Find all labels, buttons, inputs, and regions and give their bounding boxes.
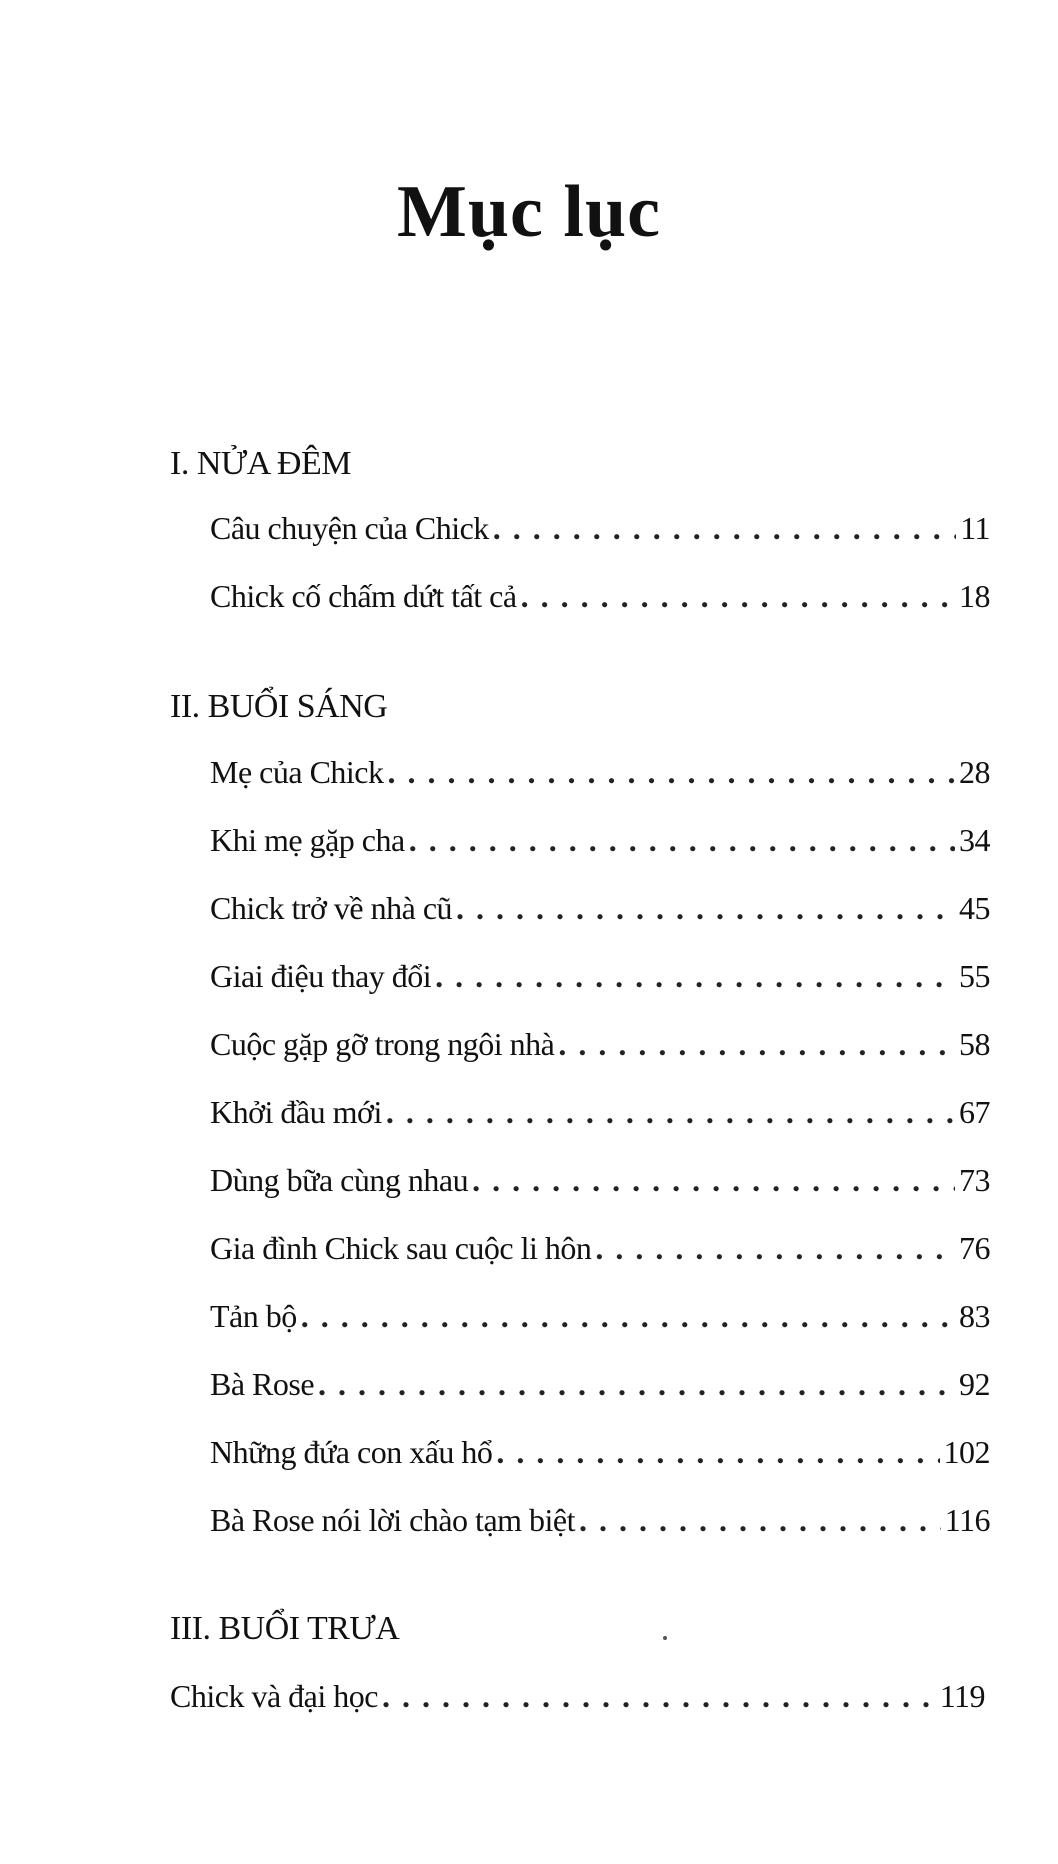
toc-entry-page: 102 [943, 1434, 990, 1470]
toc-entry-title: Chick trở về nhà cũ [210, 890, 453, 926]
toc-entry[interactable] [210, 1026, 990, 1063]
toc-entry-title: Cuộc gặp gỡ trong ngôi nhà [210, 1026, 555, 1062]
dot-leader [435, 958, 955, 995]
toc-entry-page: 73 [959, 1162, 990, 1198]
toc-entry-title: Mẹ của Chick [210, 754, 384, 790]
toc-entry-title: Chick cố chấm dứt tất cả [210, 578, 517, 614]
section-heading-3: III. BUỔI TRƯA [170, 1610, 400, 1647]
toc-entry-page: 83 [959, 1298, 990, 1334]
toc-entry[interactable] [210, 1366, 990, 1403]
toc-entry-page: 67 [959, 1094, 990, 1130]
toc-entry[interactable] [210, 1434, 990, 1471]
toc-entry-page: 11 [960, 510, 990, 546]
dot-leader [521, 578, 955, 615]
toc-entry-title: Những đứa con xấu hổ [210, 1434, 493, 1470]
toc-entry-page: 18 [959, 578, 990, 614]
toc-entry-title: Khởi đầu mới [210, 1094, 382, 1130]
toc-entry-title: Giai điệu thay đổi [210, 958, 432, 994]
toc-entry-page: 116 [944, 1502, 990, 1538]
toc-entry[interactable] [210, 1502, 990, 1539]
dot-leader [388, 754, 956, 791]
toc-entry-title: Bà Rose [210, 1366, 315, 1402]
section-heading-2: II. BUỔI SÁNG [170, 688, 388, 725]
toc-entry-title: Chick và đại học [170, 1678, 378, 1714]
toc-entry-title: Tản bộ [210, 1298, 297, 1334]
toc-entry[interactable] [210, 754, 990, 791]
toc-entry[interactable] [210, 578, 990, 615]
toc-entry-page: 92 [959, 1366, 990, 1402]
toc-entry-page: 55 [959, 958, 990, 994]
toc-entry-page: 34 [959, 822, 990, 858]
dot-leader [382, 1678, 936, 1715]
page-title: Mục lục [397, 171, 661, 253]
dot-leader [301, 1298, 955, 1335]
toc-entry[interactable] [210, 510, 990, 547]
dot-leader [579, 1502, 941, 1539]
toc-entry[interactable] [210, 1162, 990, 1199]
toc-entry-title: Dùng bữa cùng nhau [210, 1162, 469, 1198]
dot-leader [595, 1230, 955, 1267]
toc-entry-page: 119 [939, 1678, 985, 1714]
toc-entry-title: Câu chuyện của Chick [210, 510, 489, 546]
dot-leader [472, 1162, 955, 1199]
section-heading-1: I. NỬA ĐÊM [170, 445, 351, 482]
dot-leader [386, 1094, 955, 1131]
toc-entry[interactable] [170, 1678, 985, 1715]
toc-entry[interactable] [210, 1298, 990, 1335]
dot-leader [496, 1434, 939, 1471]
toc-entry-title: Bà Rose nói lời chào tạm biệt [210, 1502, 576, 1538]
dot-leader [493, 510, 956, 547]
dot-leader [456, 890, 955, 927]
toc-entry[interactable] [210, 1094, 990, 1131]
toc-entry[interactable] [210, 1230, 990, 1267]
toc-entry-page: 28 [959, 754, 990, 790]
toc-entry-title: Gia đình Chick sau cuộc li hôn [210, 1230, 592, 1266]
print-speck [663, 1636, 667, 1640]
dot-leader [409, 822, 955, 859]
toc-entry-title: Khi mẹ gặp cha [210, 822, 405, 858]
toc-entry-page: 45 [959, 890, 990, 926]
toc-entry[interactable] [210, 890, 990, 927]
toc-entry-page: 76 [959, 1230, 990, 1266]
toc-entry-page: 58 [959, 1026, 990, 1062]
toc-entry[interactable] [210, 822, 990, 859]
dot-leader [318, 1366, 955, 1403]
toc-entry[interactable] [210, 958, 990, 995]
dot-leader [558, 1026, 955, 1063]
